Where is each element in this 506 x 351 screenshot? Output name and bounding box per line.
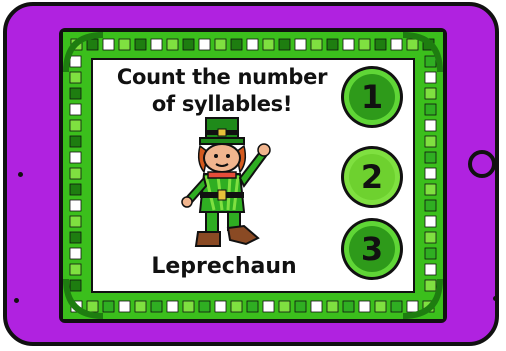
tablet-dot [493, 296, 498, 301]
prompt-line-2: of syllables! [151, 92, 293, 116]
tablet-speaker-dot [18, 172, 23, 177]
tablet-dot [14, 298, 19, 303]
choice-label-2: 2 [349, 154, 395, 200]
leprechaun-icon [178, 116, 280, 252]
choice-label-3: 3 [349, 226, 395, 272]
prompt-title [104, 64, 340, 118]
word-label: Leprechaun [151, 254, 297, 279]
home-button-icon[interactable] [468, 150, 496, 178]
choice-button-2[interactable] [341, 146, 403, 208]
choice-label-1: 1 [349, 74, 395, 120]
choice-button-1[interactable] [341, 66, 403, 128]
prompt-line-1: Count the number [116, 65, 328, 89]
choice-button-3[interactable] [341, 218, 403, 280]
